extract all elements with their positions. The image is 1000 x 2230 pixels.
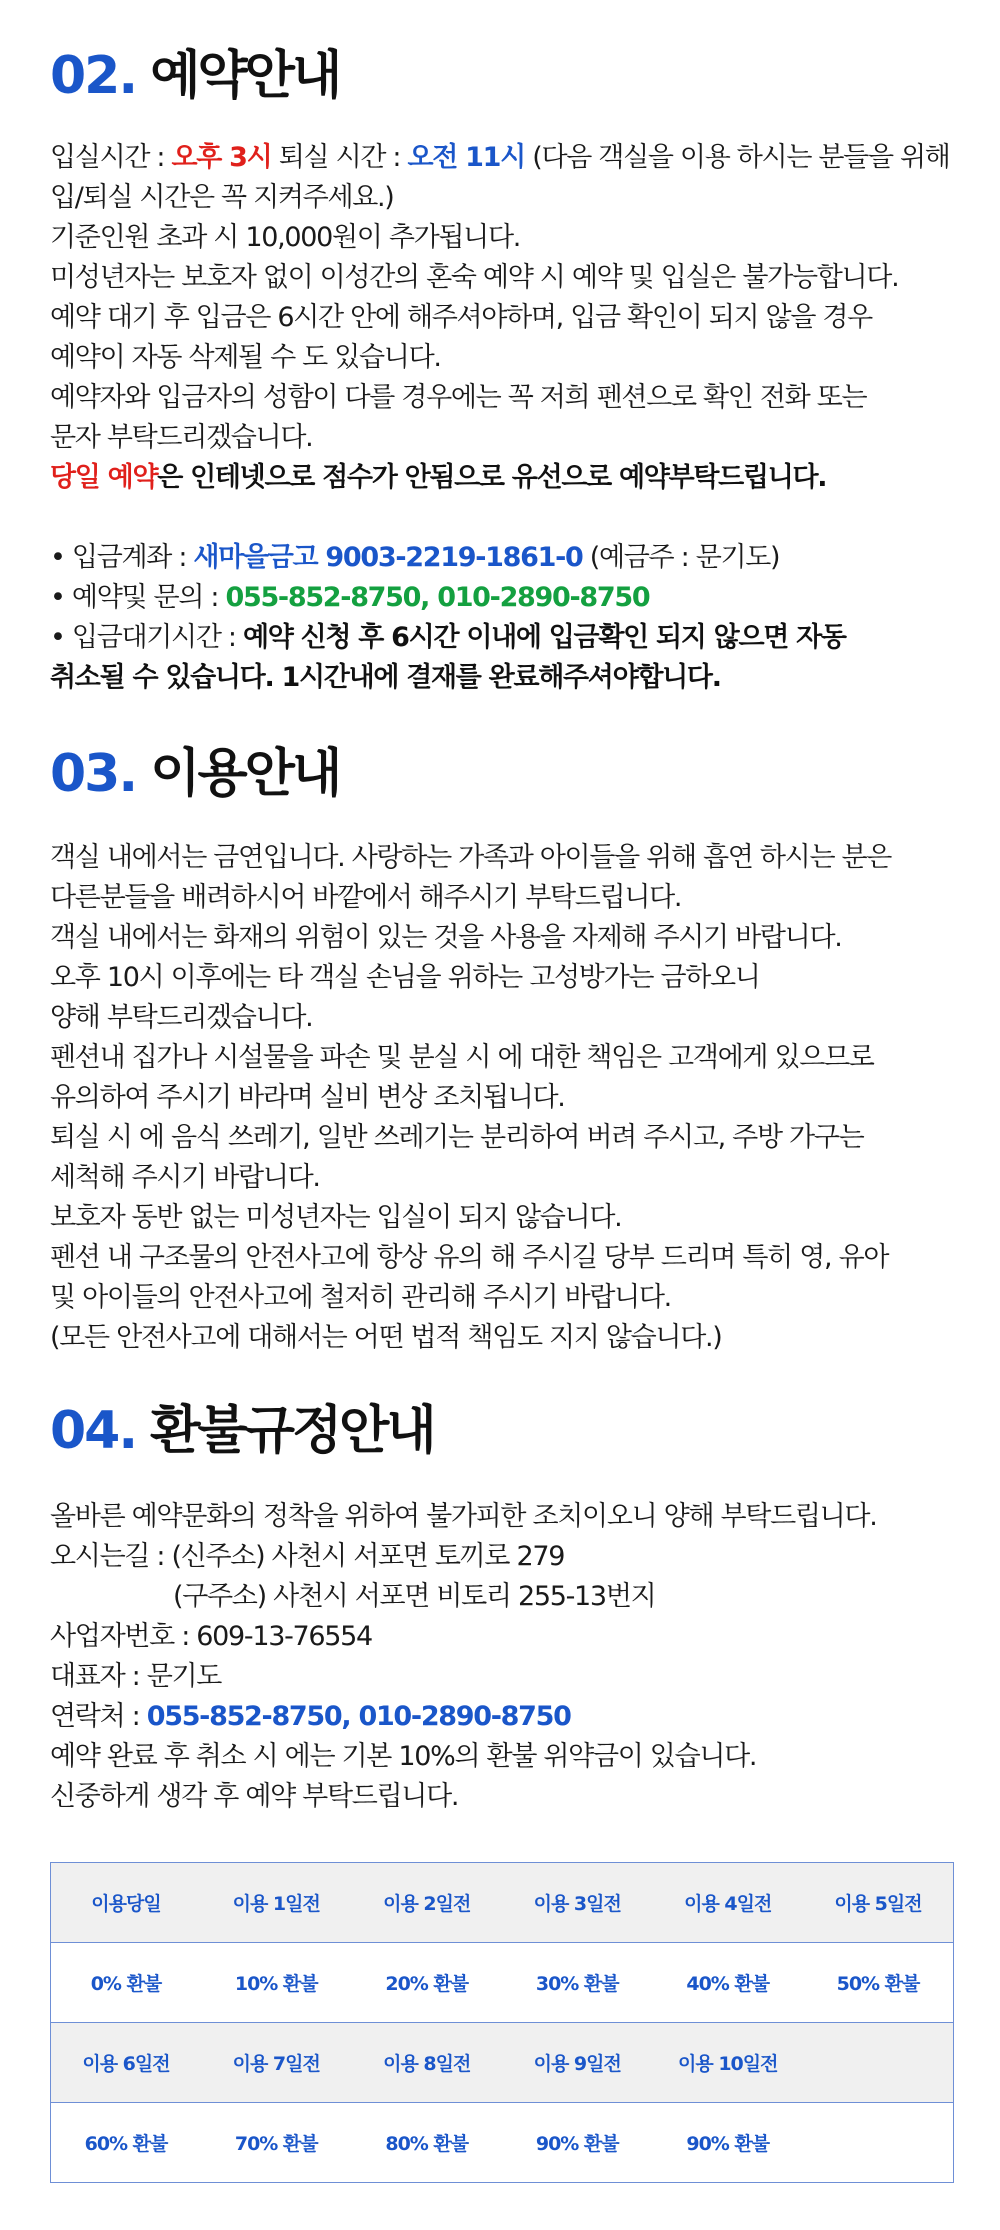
address-old: (구주소) 사천시 서포면 비토리 255-13번지 bbox=[173, 1581, 656, 1612]
usage-line: 객실 내에서는 금연입니다. 사랑하는 가족과 아이들을 위해 흡연 하시는 분은 bbox=[50, 842, 892, 873]
section-04-title: 04. 환불규정안내 bbox=[50, 1401, 434, 1461]
usage-line: (모든 안전사고에 대해서는 어떤 법적 책임도 지지 않습니다.) bbox=[50, 1322, 722, 1353]
section-number: 04 bbox=[50, 1401, 119, 1461]
usage-line: 유의하여 주시기 바라며 실비 변상 조치됩니다. bbox=[50, 1082, 565, 1113]
usage-info bbox=[50, 838, 980, 1358]
table-cell: 60% 환불 bbox=[84, 2133, 168, 2155]
section-02-title: 02. 예약안내 bbox=[50, 46, 340, 106]
table-cell: 90% 환불 bbox=[535, 2133, 619, 2155]
table-cell: 10% 환불 bbox=[234, 1973, 318, 1995]
text-line: 입/퇴실 시간은 꼭 지켜주세요.) bbox=[50, 182, 394, 213]
usage-line: 다른분들을 배려하시어 바깥에서 해주시기 부탁드립니다. bbox=[50, 882, 682, 913]
section-03-title: 03. 이용안내 bbox=[50, 744, 340, 804]
business-number: 사업자번호 : 609-13-76554 bbox=[50, 1621, 372, 1652]
table-cell: 0% 환불 bbox=[90, 1973, 162, 1995]
text-line: 올바른 예약문화의 정착을 위하여 불가피한 조치이오니 양해 부탁드립니다. bbox=[50, 1501, 877, 1532]
text-line: 문자 부탁드리겠습니다. bbox=[50, 422, 313, 453]
table-cell: 50% 환불 bbox=[836, 1973, 920, 1995]
text-line: 예약 대기 후 입금은 6시간 안에 해주셔야하며, 입금 확인이 되지 않을 경우 bbox=[50, 302, 872, 333]
table-cell: 90% 환불 bbox=[686, 2133, 770, 2155]
address-new: 오시는길 : (신주소) 사천시 서포면 토끼로 279 bbox=[50, 1541, 565, 1572]
contact-line: 연락처 : 055-852-8750, 010-2890-8750 bbox=[50, 1701, 571, 1732]
bank-account-line: • 입금계좌 : 새마을금고 9003-2219-1861-0 (예금주 : 문기도) bbox=[50, 542, 780, 573]
table-cell: 이용 4일전 bbox=[653, 1863, 804, 1943]
usage-line: 및 아이들의 안전사고에 철저히 관리해 주시기 바랍니다. bbox=[50, 1282, 671, 1313]
usage-line: 퇴실 시 에 음식 쓰레기, 일반 쓰레기는 분리하여 버려 주시고, 주방 가구는 bbox=[50, 1122, 864, 1153]
table-cell: 70% 환불 bbox=[234, 2133, 318, 2155]
table-row bbox=[51, 2023, 954, 2103]
table-cell bbox=[803, 2023, 954, 2103]
checkin-line: 입실시간 : 오후 3시 퇴실 시간 : 오전 11시 (다음 객실을 이용 하시는 분들을 위해 bbox=[50, 142, 950, 173]
table-cell: 20% 환불 bbox=[385, 1973, 469, 1995]
usage-line: 객실 내에서는 화재의 위험이 있는 것을 사용을 자제해 주시기 바랍니다. bbox=[50, 922, 842, 953]
usage-line: 세척해 주시기 바랍니다. bbox=[50, 1162, 320, 1193]
section-title-text: 예약안내 bbox=[150, 46, 340, 106]
table-cell: 이용 8일전 bbox=[352, 2023, 503, 2103]
text-line: 기준인원 초과 시 10,000원이 추가됩니다. bbox=[50, 222, 521, 253]
usage-line: 펜션내 집가나 시설물을 파손 및 분실 시 에 대한 책임은 고객에게 있으므로 bbox=[50, 1042, 874, 1073]
contact-phone: 055-852-8750, 010-2890-8750 bbox=[225, 582, 650, 613]
reservation-info bbox=[50, 138, 980, 698]
deposit-wait-line: • 입금대기시간 : 예약 신청 후 6시간 이내에 입금확인 되지 않으면 자동 bbox=[50, 622, 846, 653]
table-cell: 이용 6일전 bbox=[51, 2023, 202, 2103]
text-line: 미성년자는 보호자 없이 이성간의 혼숙 예약 시 예약 및 입실은 불가능합니다. bbox=[50, 262, 899, 293]
table-cell: 이용 5일전 bbox=[803, 1863, 954, 1943]
table-cell bbox=[803, 2103, 954, 2183]
contact-line: • 예약및 문의 : 055-852-8750, 010-2890-8750 bbox=[50, 582, 650, 613]
usage-line: 보호자 동반 없는 미성년자는 입실이 되지 않습니다. bbox=[50, 1202, 622, 1233]
table-row bbox=[51, 1943, 954, 2023]
section-title-text: 이용안내 bbox=[150, 744, 340, 804]
deposit-wait-line-2: 취소될 수 있습니다. 1시간내에 결재를 완료해주셔야합니다. bbox=[50, 662, 721, 693]
checkin-time: 오후 3시 bbox=[171, 142, 272, 173]
table-cell: 이용 9일전 bbox=[502, 2023, 653, 2103]
table-cell: 이용 2일전 bbox=[352, 1863, 503, 1943]
section-number: 02 bbox=[50, 46, 119, 106]
contact-phone: 055-852-8750, 010-2890-8750 bbox=[146, 1701, 571, 1732]
refund-info bbox=[50, 1497, 980, 1817]
text-line: 예약이 자동 삭제될 수 도 있습니다. bbox=[50, 342, 441, 373]
table-cell: 80% 환불 bbox=[385, 2133, 469, 2155]
table-cell: 이용당일 bbox=[51, 1863, 202, 1943]
table-cell: 40% 환불 bbox=[686, 1973, 770, 1995]
section-number: 03 bbox=[50, 744, 119, 804]
section-title-text: 환불규정안내 bbox=[150, 1401, 434, 1461]
table-cell: 이용 7일전 bbox=[201, 2023, 352, 2103]
representative: 대표자 : 문기도 bbox=[50, 1661, 222, 1692]
usage-line: 양해 부탁드리겠습니다. bbox=[50, 1002, 313, 1033]
same-day-notice: 당일 예약은 인테넷으로 점수가 안됨으로 유선으로 예약부탁드립니다. bbox=[50, 462, 827, 493]
text-line: 신중하게 생각 후 예약 부탁드립니다. bbox=[50, 1781, 459, 1812]
table-row bbox=[51, 2103, 954, 2183]
text-line: 예약자와 입금자의 성함이 다를 경우에는 꼭 저희 펜션으로 확인 전화 또는 bbox=[50, 382, 867, 413]
bank-account: 새마을금고 9003-2219-1861-0 bbox=[193, 542, 583, 573]
table-cell: 이용 3일전 bbox=[502, 1863, 653, 1943]
checkout-time: 오전 11시 bbox=[407, 142, 525, 173]
table-cell: 30% 환불 bbox=[535, 1973, 619, 1995]
usage-line: 오후 10시 이후에는 타 객실 손님을 위하는 고성방가는 금하오니 bbox=[50, 962, 760, 993]
table-cell: 이용 10일전 bbox=[653, 2023, 804, 2103]
usage-line: 펜션 내 구조물의 안전사고에 항상 유의 해 주시길 당부 드리며 특히 영, 유아 bbox=[50, 1242, 889, 1273]
table-cell: 이용 1일전 bbox=[201, 1863, 352, 1943]
text-line: 예약 완료 후 취소 시 에는 기본 10%의 환불 위약금이 있습니다. bbox=[50, 1741, 757, 1772]
refund-table bbox=[50, 1862, 954, 2183]
table-row bbox=[51, 1863, 954, 1943]
